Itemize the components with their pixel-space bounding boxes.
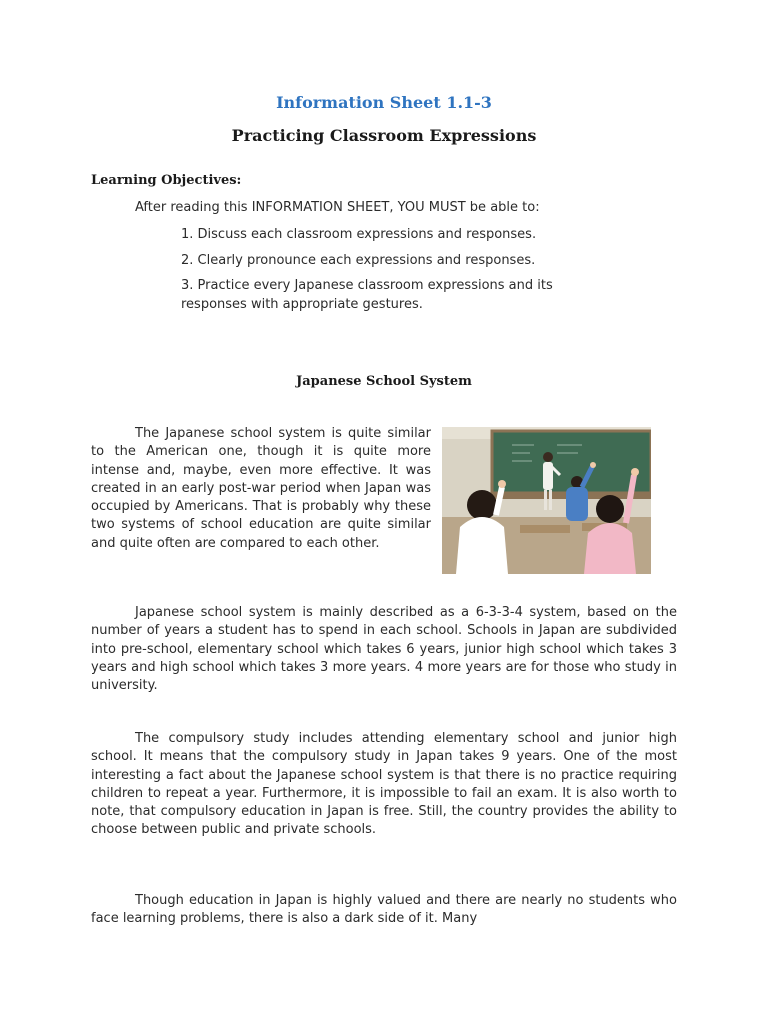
objective-item: 1. Discuss each classroom expressions and responses. [181, 227, 537, 242]
paragraph: The compulsory study includes attending elementary school and junior high school. It means that the compulsory study in Japan takes 9 years. One of the most interesting a fact about the Japanese school system is that there is no practice requiring children to repeat a year. Furthermore, it is impossible to fail an exam. It is also worth to note, that compulsory education in Japan is free. Still, the country provides the ability to choose between public and private schools. [91, 731, 677, 838]
section-heading: Japanese School System [296, 374, 472, 389]
classroom-photo [442, 427, 651, 574]
learning-objectives-intro: After reading this INFORMATION SHEET, YOU MUST be able to: [135, 200, 540, 215]
learning-objectives-heading: Learning Objectives: [91, 173, 242, 188]
objectives-list [181, 226, 621, 321]
paragraph: Though education in Japan is highly valued and there are nearly no students who face learning problems, there is also a dark side of it. Many [91, 893, 677, 927]
objective-item: 2. Clearly pronounce each expressions and responses. [181, 252, 536, 268]
document-title: Practicing Classroom Expressions [231, 126, 537, 145]
paragraph: Japanese school system is mainly described as a 6-3-3-4 system, based on the number of years a student has to spend in each school. Schools in Japan are subdivided into pre-school, elementary school which takes 6 years, junior high school which takes 3 years and high school which takes 3 more years. 4 more years are for those who study in university. [91, 605, 677, 694]
paragraph: The Japanese school system is quite similar to the American one, though it is quite more intense and, maybe, even more effective. It was created in an early post-war period when Japan was occupied by Americans. That is probably why these two systems of school education are quite similar and quite often are compared to each other. [91, 426, 431, 551]
objective-item: 3. Practice every Japanese classroom expressions and its responses with appropriate gestures. [181, 278, 553, 312]
sheet-title: Information Sheet 1.1-3 [276, 93, 492, 112]
